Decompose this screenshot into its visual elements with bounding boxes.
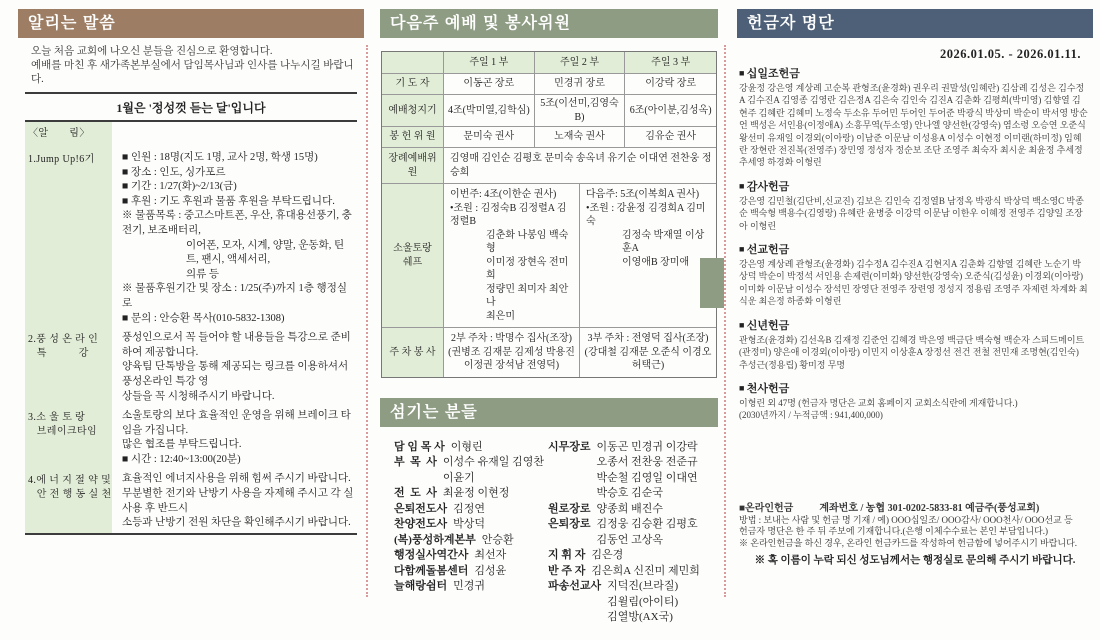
chef-line: 김정숙 박재열 이상훈A: [622, 229, 705, 254]
online-instruction-line: ※ 온라인헌금을 하신 경우, 온라인 헌금카드를 작성하여 헌금함에 넣어주시기 바랍니다.: [739, 537, 1078, 548]
notice-content-line: 의류 등: [186, 268, 220, 280]
servant-name-line: 박승호 김순국: [596, 487, 664, 499]
square-bullet-icon: ■: [739, 244, 747, 255]
notice-content-line: ■ 시간 : 12:40~13:00(20분): [122, 453, 241, 465]
table-cell: 민경귀 장로: [535, 74, 626, 94]
servants-title: 섬기는 분들: [390, 403, 478, 421]
servant-names: [591, 564, 699, 580]
parking-3bu-cell: [580, 328, 716, 377]
notice-label-line: 2.풍 성 온 라 인: [28, 334, 99, 346]
square-bullet-icon: ■: [739, 382, 747, 393]
table-cell: 6조(아이분,김성옥): [629, 104, 712, 116]
servant-names: [443, 486, 510, 502]
table-row-label: [382, 184, 444, 327]
offering-section-name: [739, 241, 1088, 257]
servants-list: [380, 440, 718, 640]
servants-header: [380, 398, 718, 427]
notice-content-line: ■ 문의 : 안승환 목사(010-5832-1308): [122, 312, 285, 324]
servant-role-label: 찬양전도사: [394, 518, 448, 530]
parking-line: (강대철 김재문 오준식 이경오: [584, 346, 712, 358]
panel-separator-left: [366, 45, 368, 597]
chef-label-line: 소울토랑: [393, 243, 432, 254]
servant-name-line: 오종서 전찬웅 전준규: [596, 456, 698, 468]
chef-this-week-cell: [444, 184, 580, 327]
servant-role-label: 행정실사역간사: [394, 549, 469, 561]
servant-names: [607, 579, 678, 626]
month-note: 1월은 '정성껏 듣는 달'입니다: [116, 101, 266, 115]
table-row-label: 예배청지기: [382, 95, 444, 126]
table-header-cell: 주일 3 부: [625, 52, 716, 73]
offering-section: [739, 241, 1088, 308]
servant-names: [451, 440, 483, 456]
notice-row-label: [25, 406, 112, 469]
servant-entry: [548, 579, 718, 626]
notice-content-line: 효율적인 에너지사용을 위해 힘써 주시기 바랍니다.: [122, 473, 351, 485]
notice-row-label: [25, 148, 112, 328]
online-offering-instructions: [739, 515, 1088, 550]
table-header-cell: [382, 52, 444, 73]
parking-line: 3부 주차 : 전영덕 집사(조장): [587, 333, 709, 344]
servant-name-line: 이윤기: [442, 471, 475, 484]
notice-content-line: ■ 기간 : 1/27(화)~2/13(금): [122, 181, 237, 193]
servant-entry: [394, 548, 546, 564]
parking-line: 2부 주차 : 박명수 집사(조장): [450, 333, 573, 344]
offering-names-text: 강은영 계상례 관형조(윤경화) 김수정A 김수진A 김현지A 김춘화 김향열 김혜란 노순기 박상덕 박순이 박정석 서인용 손제련(이미화) 양선한(강영숙) 오준식(김성윤) 이경외(이아랑) 이미화 이문남 이성수 장석민 장영단 전영주 장련영 정성지 정용림 조영주 자제련 차계화 최식운 최은정 하종화 이형린: [739, 259, 1088, 307]
table-cell: 이강락 장로: [645, 78, 697, 90]
offering-sections: [737, 65, 1093, 422]
offering-section: [739, 65, 1088, 169]
fold-tab: [700, 258, 724, 308]
chef-line: 최은미: [486, 310, 515, 322]
offering-section: [739, 178, 1088, 232]
chef-line: 이미정 장현옥 전미희: [486, 256, 569, 281]
servant-name-line: 이형린: [450, 440, 483, 453]
notice-content-line: 이어폰, 모자, 시계, 양말, 운동화, 틴트, 팬시, 액세서리,: [186, 239, 345, 266]
servant-role-label: 은퇴전도사: [394, 502, 448, 515]
servant-entry: [548, 502, 718, 518]
notice-content-line: ※ 물품목록 : 중고스마트폰, 우산, 휴대용선풍기, 충전기, 보조배터리,: [122, 210, 352, 236]
servant-role-label: 시무장로: [548, 440, 591, 453]
notice-content-line: 풍성인으로서 꼭 들어야 할 내용들을 특강으로 준비하여 제공합니다.: [122, 332, 351, 358]
servant-entry: [394, 564, 546, 580]
funeral-members: 김영매 김인순 김평호 문미숙 송옥녀 유기순 이대연 전찬웅 정승희: [450, 153, 712, 178]
offering-section-title: 감사헌금: [746, 180, 790, 193]
servant-names: [597, 502, 664, 518]
notice-row-content: [112, 469, 357, 532]
servant-role-label: (복)풍성하계본부: [394, 533, 476, 546]
offering-names-text: (2030년까지 / 누적금액 : 941,400,000): [739, 410, 883, 421]
table-cell: 노재숙 권사: [535, 127, 626, 147]
servant-name-line: 김정웅 김승환 김평호: [596, 518, 698, 530]
offering-section-title: 천사헌금: [746, 382, 790, 395]
notice-label-line: 3.소 울 토 랑: [28, 412, 86, 424]
servant-name-line: 지덕진(브라질): [607, 580, 679, 592]
servant-role-label: 은퇴장로: [548, 518, 591, 530]
servants-right-column: [548, 440, 718, 626]
servant-role-label: 지 휘 자: [548, 549, 586, 561]
omission-footnote: ※ 혹 이름이 누락 되신 성도님께서는 행정실로 문의해 주시기 바랍니다.: [754, 555, 1076, 566]
notice-row: [25, 406, 357, 469]
chef-line: 이영애B 장미애: [622, 256, 690, 268]
welcome-text: [31, 45, 364, 87]
servant-name-line: 김은희A 신진미 제민희: [591, 564, 700, 577]
notice-content-line: 많은 협조를 부탁드립니다.: [122, 439, 242, 451]
announcements-panel: [18, 9, 364, 535]
online-offering-head: [739, 503, 1088, 515]
online-offering-label: ■온라인헌금: [739, 503, 794, 514]
notice-content-line: 무분별한 전기와 난방기 사용을 자제해 주시고 각 실 사용 후 반드시: [122, 488, 354, 514]
online-offering-block: [739, 503, 1088, 549]
offering-date-range: 2026.01.05. - 2026.01.11.: [940, 47, 1081, 61]
divider: [25, 533, 357, 535]
announcements-header: [18, 9, 364, 38]
table-row-label: 기 도 자: [382, 74, 444, 94]
chef-row: [382, 184, 716, 328]
panel-separator-right: [724, 45, 726, 597]
servant-entry: [394, 517, 546, 533]
servants-left-column: [394, 440, 546, 595]
servant-names: [597, 517, 698, 548]
notice-row: [25, 469, 357, 532]
servant-names: [443, 455, 544, 486]
offering-section-name: [739, 317, 1088, 333]
servant-entry: [548, 440, 718, 502]
table-cell: 김유순 권사: [645, 131, 697, 143]
servant-entry: [394, 533, 546, 549]
notice-header-label: 〈알 림〉: [25, 122, 112, 148]
servant-name-line: 박상덕: [453, 518, 486, 530]
servant-name-line: 안승환: [481, 533, 514, 546]
notice-content-line: 양육팀 단톡방을 통해 제공되는 링크를 이용하셔서 풍성온라인 특강 영: [122, 361, 349, 387]
notice-content-line: 상들을 꼭 시청해주시기 바랍니다.: [122, 390, 275, 402]
chef-line: 이번주: 4조(이한순 권사): [450, 189, 557, 200]
chef-line: 다음주: 5조(이복희A 권사): [586, 189, 700, 200]
servant-name-line: 민경귀: [453, 580, 486, 592]
servant-names: [591, 548, 623, 564]
online-offering-account: 계좌번호 / 농협 301-0202-5833-81 예금주(풍성교회): [819, 503, 1040, 514]
table-row: [382, 127, 716, 148]
notice-row: [25, 148, 357, 328]
offering-section-title: 십일조헌금: [746, 68, 800, 80]
servant-names: [482, 533, 514, 549]
servant-role-label: 부 목 사: [394, 456, 437, 468]
offering-section: [739, 317, 1088, 371]
table-cell: 5조(이선미,김영숙B): [535, 95, 626, 126]
table-row-label: 주 차 봉 사: [382, 328, 444, 377]
online-instruction-line: 헌금자 명단은 한 주 뒤 주보에 기재합니다.(은행 이체수수료는 본인 부담입니다.): [739, 526, 1048, 537]
servant-entry: [394, 579, 546, 595]
offering-names-text: 관형조(윤경화) 김선옥B 김재정 김준언 김혜경 박은영 백금단 백숙형 백순자 스피드메이트(관정미) 양은애 이경외(이아랑) 이민지 이상훈A 장정선 전건 전철 전민재 조명현(김인숙) 추성근(정용립) 황미정 무명: [739, 334, 1085, 370]
offering-header: [737, 9, 1093, 38]
servant-entry: [394, 455, 546, 486]
offering-section: [739, 380, 1088, 422]
notice-row-content: [112, 328, 357, 406]
servant-name-line: 김은경: [591, 549, 624, 561]
servant-names: [453, 502, 485, 518]
offering-names-text: 강윤정 강은영 계상례 고순복 관형조(윤경화) 권우리 권말성(임혜란) 김삼례 김성은 김수정A 김수진A 김영종 김영란 김은정A 김은숙 김인숙 김진A 김춘화 김평희(박미영) 김향열 김현주 김혜란 김혜미 노정숙 두소유 두어민 두어인 두어준 박광식 박상미 박순이 박서영 방순언 백성은 서인용(이정애A) 소흥무역(두소영) 안나엘 양선한(강영숙) 염소령 오승연 오준식 왕선미 유재일 이경외(이아랑) 이남준 이문남 이성용A 이성수 이현정 이미랜(하미정) 임혜란 장현란 전진복(전영주) 장민영 정성자 정순보 조단 조영주 최숙자 최시운 최윤정 추세정 추세영 하경화 이형린: [739, 83, 1088, 168]
table-row: [382, 74, 716, 95]
offering-section-title: 신년헌금: [746, 319, 790, 332]
servant-entry: [548, 564, 718, 580]
servant-name-line: 김성윤: [474, 564, 507, 577]
table-header-cell: 주일 1 부: [444, 52, 535, 73]
servant-name-line: 김동언 고상옥: [596, 533, 664, 546]
notice-content-line: 소등과 난방기 전원 차단을 확인해주시기 바랍니다.: [122, 517, 351, 529]
notice-label-line: 1.Jump Up!6기: [28, 154, 95, 165]
table-row-label: 봉 헌 위 원: [382, 127, 444, 147]
chef-line: 정량민 최미자 최안나: [486, 283, 569, 308]
square-bullet-icon: ■: [739, 68, 747, 78]
servant-entry: [548, 517, 718, 548]
chef-line: •조원 : 강윤정 김경희A 김미숙: [586, 202, 706, 227]
servant-name-line: 김정연: [453, 502, 486, 515]
welcome-line: 오늘 처음 교회에 나오신 분들을 진심으로 환영합니다.: [31, 46, 273, 57]
servant-name-line: 김윌림(아이티): [607, 595, 679, 608]
offering-names-text: 이형린 외 47명 (헌금자 명단은 교회 홈페이지 교회소식란에 게재합니다.): [739, 397, 1018, 408]
servant-name-line: 최윤정 이현정: [442, 487, 510, 499]
servant-names: [474, 548, 506, 564]
offering-section-name: [739, 380, 1088, 396]
servant-role-label: 파송선교사: [548, 580, 602, 592]
offering-panel: [737, 9, 1093, 597]
parking-line: (권병조 김재문 김제성 박용진: [448, 346, 575, 358]
servant-role-label: 원로장로: [548, 502, 591, 515]
offering-title: 헌금자 명단: [747, 15, 835, 32]
servant-name-line: 이성수 유재일 김영찬: [442, 456, 545, 468]
parking-2bu-cell: [444, 328, 580, 377]
welcome-line: 예배를 마친 후 새가족본부실에서 담임목사님과 인사를 나누시길 바랍니다.: [31, 60, 354, 85]
servant-entry: [394, 440, 546, 456]
table-cell: 4조(박미열,김학심): [444, 95, 535, 126]
notice-table: [25, 122, 357, 533]
offering-names-text: 강은영 김민철(김단비,신교진) 김보은 김인숙 김정열B 남정옥 박광식 박상덕 백소영C 박종순 백숙형 백용수(김영랑) 유혜란 윤병중 이강덕 이문남 이한우 이혜정 전영주 김양일 조장아 이형린: [739, 195, 1084, 231]
servant-name-line: 최선자: [474, 549, 507, 561]
table-header-row: [382, 52, 716, 74]
servant-name-line: 이동곤 민경귀 이강락: [596, 440, 698, 453]
worship-title: 다음주 예배 및 봉사위원: [390, 15, 571, 32]
chef-line: 김춘화 나봉임 백숙형: [486, 229, 569, 254]
servant-role-label: 늘해랑쉼터: [394, 580, 448, 592]
parking-row: [382, 328, 716, 377]
parking-line: 허택근): [631, 360, 665, 371]
servant-names: [597, 440, 698, 502]
announcements-title: 알리는 말씀: [28, 15, 116, 32]
worship-panel: [380, 9, 718, 640]
servant-names: [474, 564, 506, 580]
servant-entry: [548, 548, 718, 564]
notice-content-line: ■ 인원 : 18명(지도 1명, 교사 2명, 학생 15명): [122, 152, 318, 163]
parking-line: 이정권 장석남 전영덕): [463, 360, 560, 371]
table-cell: 이동곤 장로: [444, 74, 535, 94]
servant-entry: [394, 486, 546, 502]
worship-table: [381, 51, 717, 378]
online-instruction-line: 방법 : 보내는 사람 및 헌금 명 기재 / 예) OOO십일조/ OOO감사/ OOO천사/ OOO선교 등: [739, 514, 1073, 525]
servant-role-label: 담 임 목 사: [394, 440, 445, 453]
servant-names: [453, 517, 485, 533]
notice-label-line: 안 전 행 동 실 천: [28, 489, 112, 501]
servant-entry: [394, 502, 546, 518]
servant-role-label: 반 주 자: [548, 564, 586, 577]
chef-label-line: 쉐프: [402, 256, 423, 268]
servant-role-label: 다함께돌봄센터: [394, 564, 469, 577]
table-cell: 문미숙 권사: [444, 127, 535, 147]
offering-section-name: [739, 65, 1088, 81]
servant-names: [453, 579, 485, 595]
notice-row-content: [112, 148, 357, 328]
notice-content-line: ■ 후원 : 기도 후원과 물품 후원을 부탁드립니다.: [122, 195, 335, 207]
servant-name-line: 김열방(AX국): [607, 611, 673, 623]
notice-content-line: ※ 물품후원기간 및 장소 : 1/25(주)까지 1층 행정실로: [122, 283, 347, 309]
square-bullet-icon: ■: [739, 180, 747, 191]
servant-role-label: 전 도 사: [394, 487, 437, 499]
funeral-row: [382, 148, 716, 184]
notice-label-line: 브레이크타임: [28, 426, 98, 438]
notice-content-line: 소울토랑의 보다 효율적인 운영을 위해 브레이크 타임을 가집니다.: [122, 410, 351, 436]
square-bullet-icon: ■: [739, 319, 747, 330]
notice-header-row: [25, 122, 357, 148]
chef-line: •조원 : 김정숙B 김정렬A 김정렬B: [450, 202, 567, 227]
servant-name-line: 양종희 배진수: [596, 502, 664, 515]
notice-row-label: [25, 328, 112, 406]
notice-content-line: ■ 장소 : 인도, 싱가포르: [122, 166, 226, 178]
notice-header-content: [112, 122, 357, 148]
chef-next-week-cell: [580, 184, 716, 327]
offering-section-title: 선교헌금: [746, 244, 790, 257]
notice-row-content: [112, 406, 357, 469]
worship-header: [380, 9, 718, 38]
offering-section-name: [739, 178, 1088, 194]
notice-label-line: 4.에 너 지 절 약 및: [28, 475, 112, 487]
notice-label-line: 특 강: [28, 348, 89, 360]
notice-row: [25, 328, 357, 406]
servant-name-line: 박순철 김영일 이대연: [596, 471, 698, 484]
table-row-label: 장례예배위원: [382, 148, 444, 183]
table-header-cell: 주일 2 부: [535, 52, 626, 73]
table-row: [382, 95, 716, 127]
notice-row-label: [25, 469, 112, 532]
